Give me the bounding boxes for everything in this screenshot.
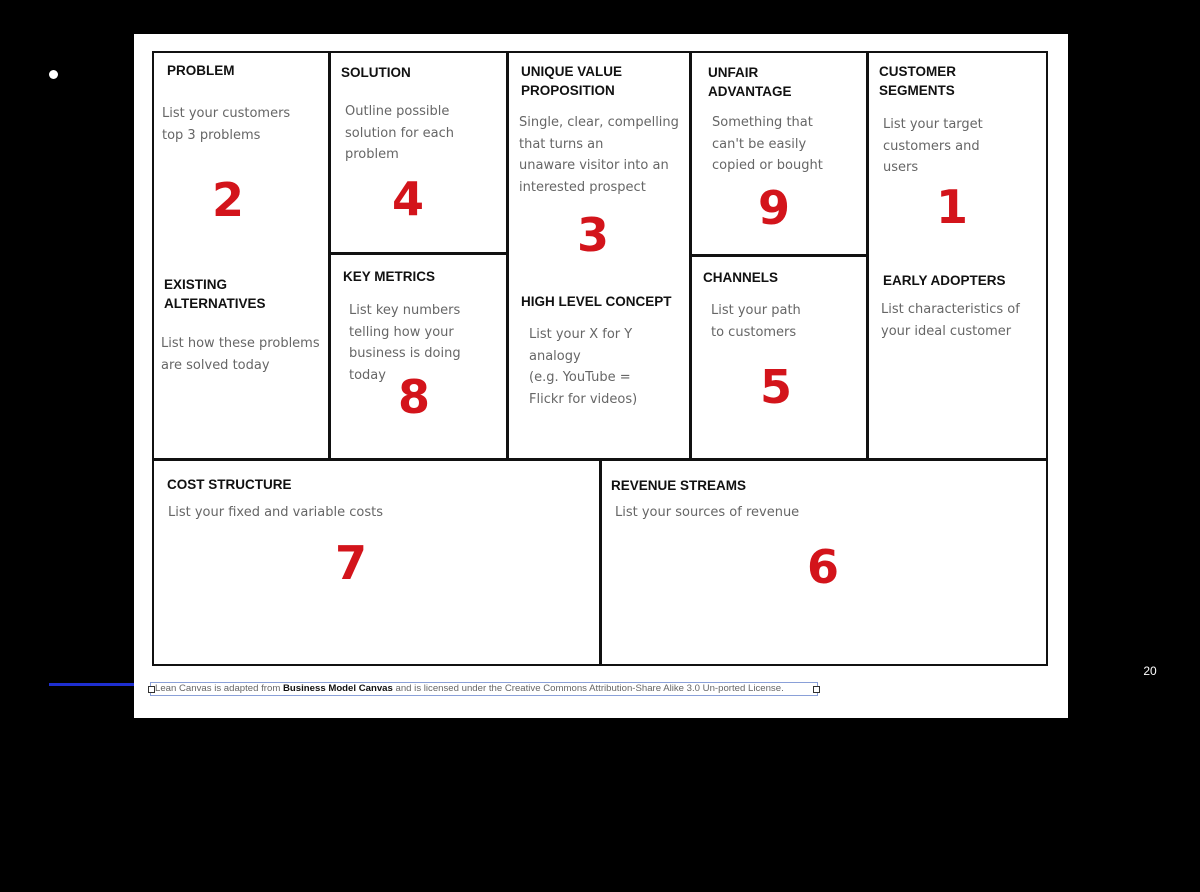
cost-structure-description: List your fixed and variable costs: [168, 505, 383, 520]
divider-advantage-channels: [690, 254, 867, 257]
divider-bottom: [599, 459, 602, 666]
divider-v2: [506, 51, 509, 459]
high-level-concept-heading: HIGH LEVEL CONCEPT: [521, 294, 672, 309]
solution-step-number: 4: [392, 172, 425, 226]
revenue-streams-description: List your sources of revenue: [615, 505, 800, 520]
footer-text-before: Lean Canvas is adapted from: [155, 683, 283, 694]
uvp-description: Single, clear, compelling that turns an unaware visitor into an interested prospect: [519, 115, 679, 195]
key-metrics-step-number: 8: [398, 370, 431, 424]
key-metrics-description: List key numbers telling how your business is doing today: [349, 303, 461, 383]
slide-page-number: 20: [1143, 664, 1157, 678]
cost-structure-heading: COST STRUCTURE: [167, 477, 292, 492]
early-adopters-description: List characteristics of your ideal customer: [881, 302, 1020, 339]
unfair-advantage-heading: UNFAIR ADVANTAGE: [708, 65, 792, 99]
license-footer[interactable]: [150, 682, 818, 696]
customer-segments-description: List your target customers and users: [883, 117, 983, 175]
channels-step-number: 5: [760, 360, 793, 414]
problem-step-number: 2: [212, 173, 245, 227]
existing-alternatives-heading: EXISTING ALTERNATIVES: [164, 277, 266, 311]
unfair-advantage-description: Something that can't be easily copied or bought: [712, 115, 823, 173]
revenue-streams-heading: REVENUE STREAMS: [611, 478, 747, 493]
solution-description: Outline possible solution for each problem: [345, 104, 454, 162]
cost-structure-step-number: 7: [335, 536, 368, 590]
bullet-dot: [49, 70, 58, 79]
unfair-advantage-step-number: 9: [758, 181, 791, 235]
early-adopters-heading: EARLY ADOPTERS: [883, 273, 1006, 288]
divider-solution-metrics: [329, 252, 507, 255]
slide: [134, 34, 1068, 718]
problem-description: List your customers top 3 problems: [162, 106, 291, 143]
channels-description: List your path to customers: [711, 303, 801, 340]
resize-handle-left[interactable]: [148, 686, 155, 693]
business-model-canvas-link[interactable]: Business Model Canvas: [283, 683, 393, 694]
existing-alternatives-description: List how these problems are solved today: [161, 336, 320, 373]
customer-segments-step-number: 1: [936, 180, 969, 234]
uvp-step-number: 3: [577, 208, 610, 262]
high-level-concept-description: List your X for Y analogy (e.g. YouTube = Flickr for videos): [529, 327, 638, 407]
revenue-streams-step-number: 6: [807, 540, 840, 594]
uvp-heading: UNIQUE VALUE PROPOSITION: [521, 64, 623, 98]
problem-heading: PROBLEM: [167, 63, 235, 78]
key-metrics-heading: KEY METRICS: [343, 269, 436, 284]
divider-v1: [328, 51, 331, 459]
lean-canvas: [152, 51, 1048, 666]
resize-handle-right[interactable]: [813, 686, 820, 693]
accent-line: [49, 683, 135, 686]
solution-heading: SOLUTION: [341, 65, 411, 80]
customer-segments-heading: CUSTOMER SEGMENTS: [879, 64, 957, 98]
channels-heading: CHANNELS: [703, 270, 779, 285]
footer-text-after: and is licensed under the Creative Commons Attribution-Share Alike 3.0 Un-ported License.: [392, 683, 784, 694]
